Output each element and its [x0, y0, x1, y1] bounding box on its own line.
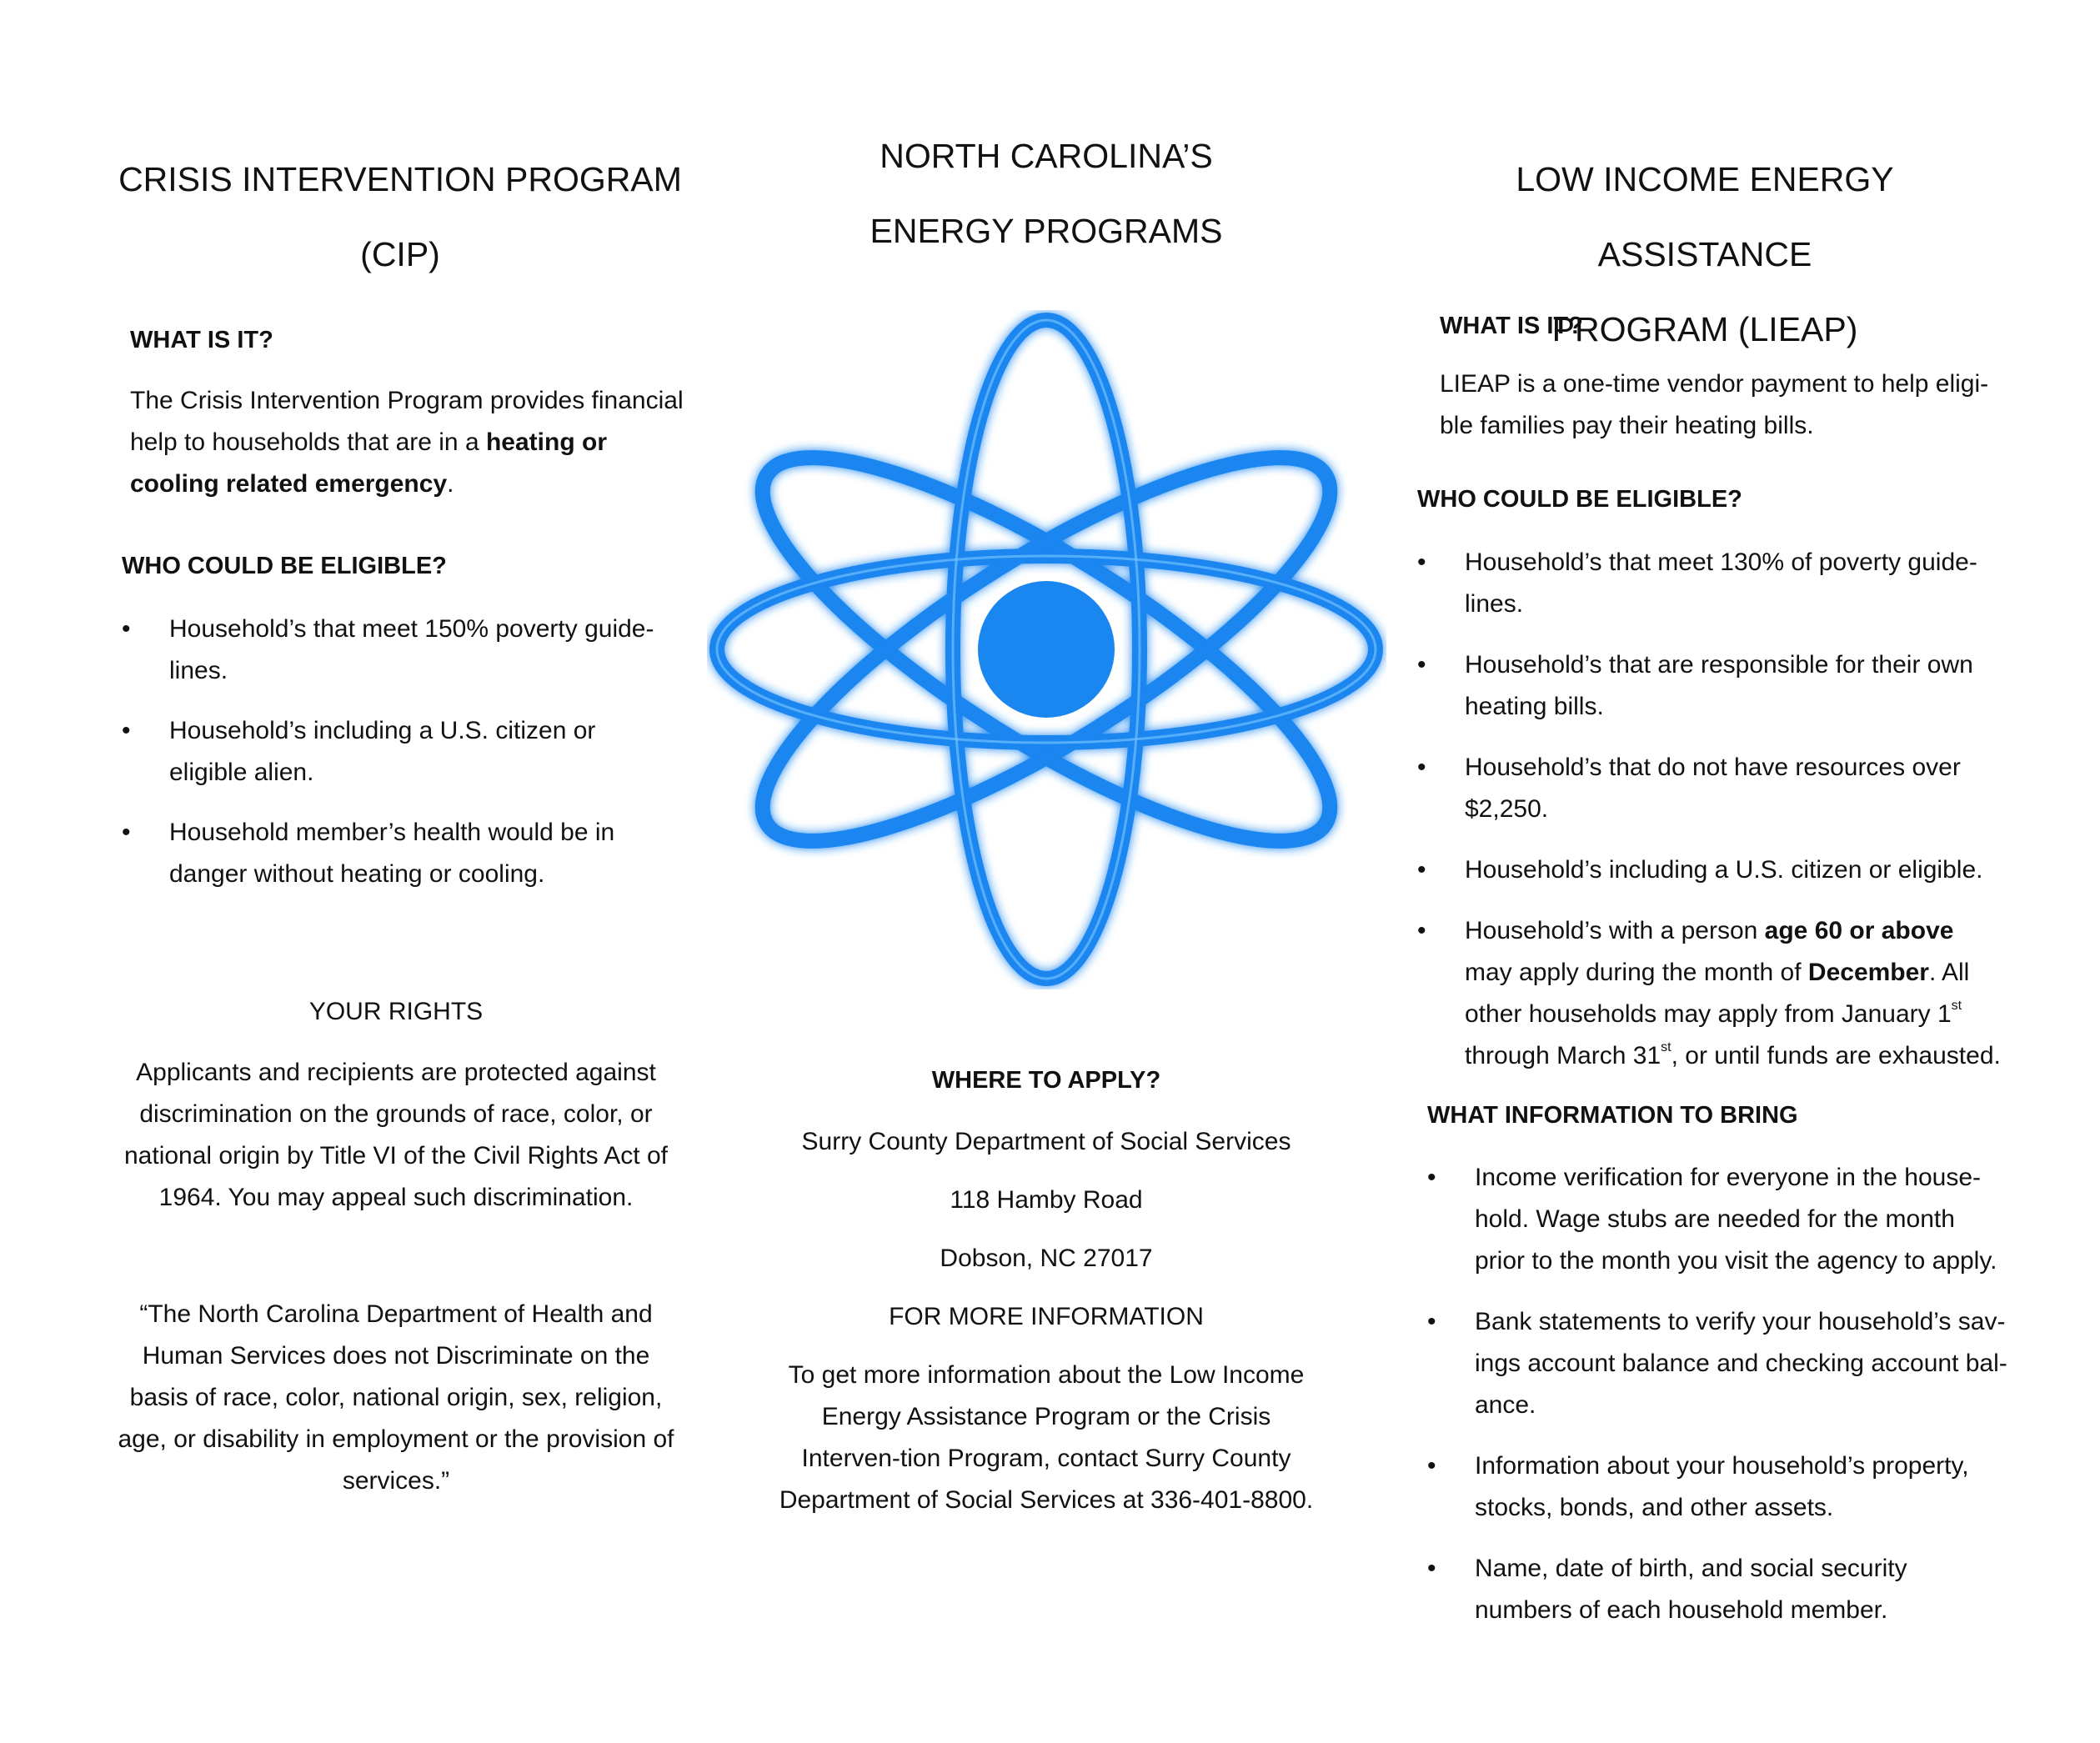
- list-item: [122, 609, 672, 692]
- list-item-text: Household’s including a U.S. citizen or eligible.: [1465, 856, 1983, 884]
- brochure-title: [750, 118, 1342, 268]
- list-item: [1417, 747, 2001, 830]
- list-item: [1417, 910, 2001, 1077]
- bullet-icon: •: [1427, 1555, 1436, 1582]
- brochure-title-line1: NORTH CAROLINA’S: [880, 137, 1213, 175]
- list-item: [122, 812, 672, 895]
- list-item-text: [1465, 917, 2001, 1069]
- list-item: [122, 710, 672, 794]
- rights-text: Applicants and recipients are protected against discrimination on the grounds of race, color, or national origin by Title VI of the Civil Rights Act of 1964. You may appeal such discrimination.: [124, 1059, 668, 1211]
- senior-sup2: st: [1661, 1040, 1671, 1054]
- bullet-icon: •: [122, 819, 131, 846]
- cip-what-heading: WHAT IS IT?: [130, 327, 273, 353]
- list-item: [1417, 849, 2001, 891]
- list-item-text: Name, date of birth, and social security numbers of each household member.: [1475, 1555, 1907, 1624]
- atom-nucleus: [978, 581, 1115, 718]
- lieap-title-line1: LOW INCOME ENERGY ASSISTANCE: [1516, 160, 1894, 273]
- bullet-icon: •: [1417, 917, 1426, 944]
- list-item-text: Household’s that meet 130% of poverty guide-lines.: [1465, 548, 1977, 618]
- lieap-what-text: LIEAP is a one-time vendor payment to help eligi-ble families pay their heating bills.: [1440, 370, 1989, 439]
- list-item: [1417, 542, 2001, 625]
- more-info-heading: FOR MORE INFORMATION: [889, 1303, 1204, 1330]
- lieap-title-line2: PROGRAM (LIEAP): [1551, 310, 1858, 348]
- senior-post2: through March 31: [1465, 1042, 1661, 1069]
- list-item-text: Bank statements to verify your household’s sav-ings account balance and checking account bal-ance.: [1475, 1308, 2007, 1419]
- list-item: [1417, 644, 2001, 728]
- lieap-what-heading: WHAT IS IT?: [1440, 313, 1583, 339]
- list-item: [1427, 1445, 2011, 1529]
- brochure-title-line2: ENERGY PROGRAMS: [870, 212, 1223, 250]
- senior-mid: may apply during the month of: [1465, 959, 1808, 986]
- rights-heading: YOUR RIGHTS: [308, 998, 484, 1025]
- bullet-icon: •: [1417, 754, 1426, 781]
- bullet-icon: •: [1417, 856, 1426, 884]
- cip-eligible-list: [122, 609, 672, 914]
- cip-what-text-pre: The Crisis Intervention Program provides financial help to households that are in a: [130, 387, 684, 456]
- bullet-icon: •: [1427, 1308, 1436, 1335]
- list-item-text: Household’s that are responsible for their own heating bills.: [1465, 651, 1973, 720]
- list-item-text: Household member’s health would be in danger without heating or cooling.: [169, 819, 615, 888]
- nondiscrimination-quote: “The North Carolina Department of Health and Human Services does not Discriminate on the basis of race, color, national origin, sex, religion, age, or disability in employment or the provision of services.”: [118, 1300, 674, 1495]
- atom-icon: [707, 310, 1386, 989]
- senior-post3: , or until funds are exhausted.: [1671, 1042, 2001, 1069]
- bullet-icon: •: [1417, 651, 1426, 679]
- apply-heading: WHERE TO APPLY?: [931, 1067, 1161, 1094]
- cip-what-text-bold: heating or cooling related emergency: [130, 428, 607, 498]
- cip-title-line2: (CIP): [360, 235, 440, 273]
- senior-age: age 60 or above: [1764, 917, 1954, 944]
- list-item-text: Household’s that meet 150% poverty guide-lines.: [169, 615, 654, 684]
- list-item: [1427, 1157, 2011, 1282]
- cip-title: [108, 142, 692, 292]
- senior-month: December: [1807, 959, 1929, 986]
- cip-title-line1: CRISIS INTERVENTION PROGRAM: [118, 160, 682, 198]
- senior-pre: Household’s with a person: [1465, 917, 1765, 944]
- list-item: [1427, 1548, 2011, 1631]
- bring-heading: WHAT INFORMATION TO BRING: [1427, 1102, 1798, 1129]
- bullet-icon: •: [1427, 1164, 1436, 1191]
- cip-eligible-heading: WHO COULD BE ELIGIBLE?: [122, 553, 447, 579]
- agency-street: 118 Hamby Road: [950, 1186, 1143, 1214]
- agency-name: Surry County Department of Social Services: [801, 1128, 1291, 1155]
- list-item-text: Household’s that do not have resources over $2,250.: [1465, 754, 1961, 823]
- bring-list: [1427, 1157, 2011, 1650]
- bullet-icon: •: [122, 615, 131, 643]
- list-item-text: Income verification for everyone in the house-hold. Wage stubs are needed for the month prior to the month you visit the agency to apply.: [1475, 1164, 1997, 1275]
- bullet-icon: •: [1427, 1452, 1436, 1480]
- lieap-eligible-heading: WHO COULD BE ELIGIBLE?: [1417, 486, 1742, 513]
- list-item-text: Household’s including a U.S. citizen or eligible alien.: [169, 717, 596, 786]
- cip-what-text-post: .: [447, 470, 454, 498]
- agency-city: Dobson, NC 27017: [940, 1245, 1153, 1272]
- lieap-eligible-list: [1417, 542, 2001, 1096]
- bullet-icon: •: [122, 717, 131, 744]
- more-info-text: To get more information about the Low Income Energy Assistance Program or the Crisis Interven-tion Program, contact Surry County Department of Social Services at 336-401-8800.: [779, 1361, 1314, 1514]
- list-item-text: Information about your household’s property, stocks, bonds, and other assets.: [1475, 1452, 1969, 1521]
- cip-what-text: [130, 380, 697, 505]
- senior-post1: . All other households may apply from January 1: [1465, 959, 1970, 1028]
- list-item: [1427, 1301, 2011, 1426]
- senior-sup1: st: [1951, 999, 1962, 1013]
- bullet-icon: •: [1417, 548, 1426, 576]
